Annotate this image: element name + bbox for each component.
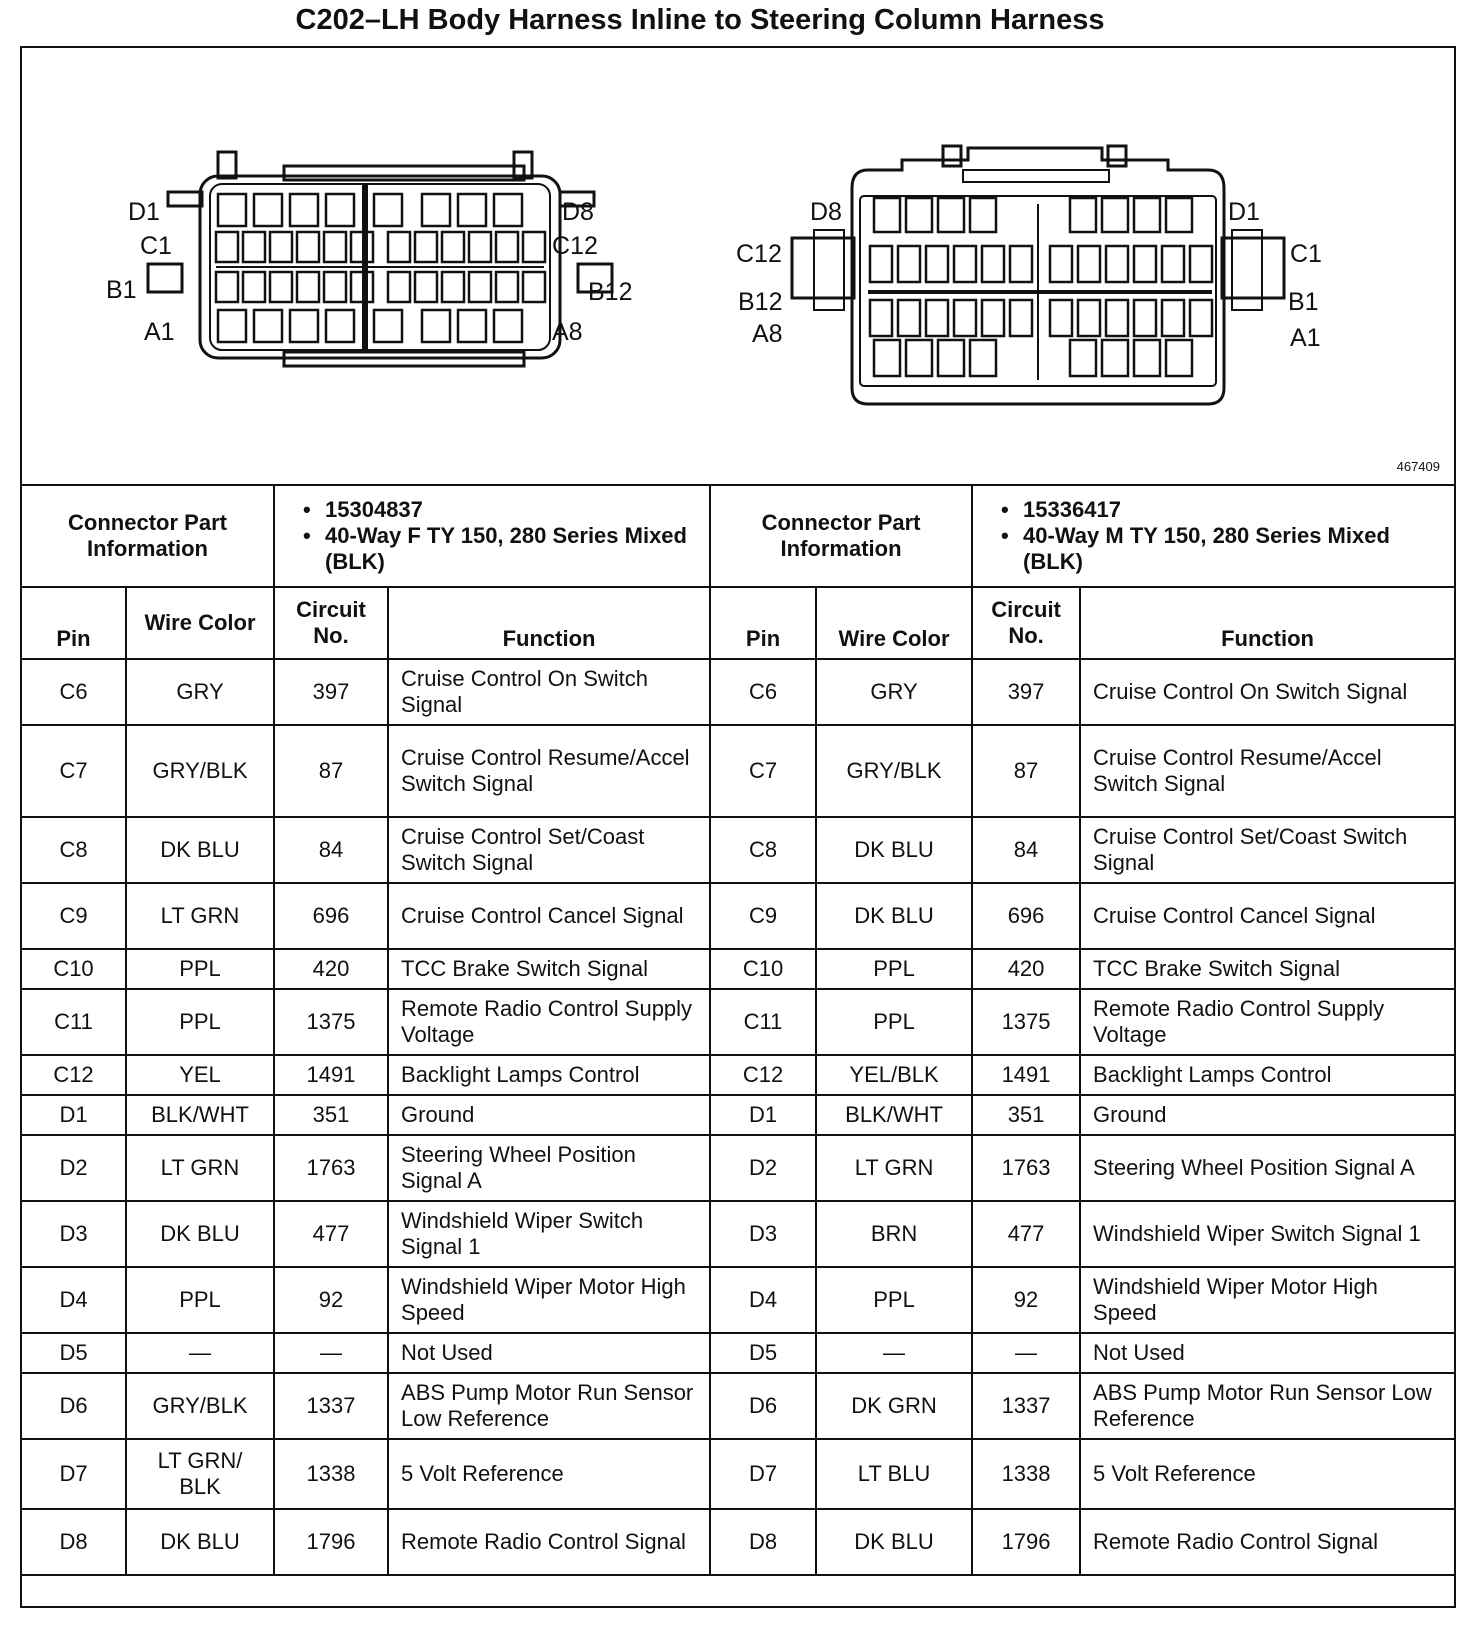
cavity xyxy=(523,232,545,262)
table-row xyxy=(22,949,1454,989)
cavity xyxy=(938,198,964,232)
cavity xyxy=(898,246,920,282)
table-row xyxy=(22,1439,1454,1509)
cavity xyxy=(1050,300,1072,336)
cavity xyxy=(374,310,402,342)
table-row xyxy=(22,989,1454,1055)
cavity xyxy=(324,272,346,302)
right-circuit-cell: 1796 xyxy=(972,1509,1080,1575)
right-function-cell: ABS Pump Motor Run Sensor Low Reference xyxy=(1080,1373,1454,1439)
right-pin-cell: C12 xyxy=(710,1055,816,1095)
left-circuit-cell: 87 xyxy=(274,725,388,817)
left-wire-color-header: Wire Color xyxy=(126,587,274,659)
left-pin-label-a1: A1 xyxy=(144,318,175,346)
right-circuit-cell: 1491 xyxy=(972,1055,1080,1095)
right-function-cell: Not Used xyxy=(1080,1333,1454,1373)
cavity xyxy=(326,194,354,226)
table-row xyxy=(22,1055,1454,1095)
left-pin-cell: C8 xyxy=(22,817,126,883)
right-wire-color-cell: DK BLU xyxy=(816,1509,972,1575)
right-wire-color-cell: GRY/BLK xyxy=(816,725,972,817)
cavity xyxy=(1070,198,1096,232)
cavity xyxy=(270,232,292,262)
cavity xyxy=(870,300,892,336)
cavity xyxy=(458,194,486,226)
cavity xyxy=(415,272,437,302)
cavity xyxy=(243,272,265,302)
cavity xyxy=(1134,198,1160,232)
left-wire-color-cell: PPL xyxy=(126,949,274,989)
cavity xyxy=(1162,246,1184,282)
right-circuit-cell: 351 xyxy=(972,1095,1080,1135)
cavity xyxy=(442,232,464,262)
cavity xyxy=(954,300,976,336)
left-connector-drawing xyxy=(148,152,612,366)
right-function-cell: Cruise Control Cancel Signal xyxy=(1080,883,1454,949)
table-row xyxy=(22,1135,1454,1201)
cavity xyxy=(1106,300,1128,336)
left-pin-cell: D7 xyxy=(22,1439,126,1509)
right-circuit-cell: 1338 xyxy=(972,1439,1080,1509)
cavity xyxy=(297,232,319,262)
left-function-cell: 5 Volt Reference xyxy=(388,1439,710,1509)
right-pin-cell: D2 xyxy=(710,1135,816,1201)
cavity xyxy=(216,272,238,302)
left-function-cell: Cruise Control Set/Coast Switch Signal xyxy=(388,817,710,883)
left-circuit-cell: — xyxy=(274,1333,388,1373)
right-pin-cell: D6 xyxy=(710,1373,816,1439)
right-wire-color-cell: BLK/WHT xyxy=(816,1095,972,1135)
right-wire-color-cell: YEL/BLK xyxy=(816,1055,972,1095)
left-pin-cell: D5 xyxy=(22,1333,126,1373)
cavity xyxy=(1078,246,1100,282)
left-wire-color-cell: LT GRN/ BLK xyxy=(126,1439,274,1509)
cavity xyxy=(326,310,354,342)
left-pin-cell: D2 xyxy=(22,1135,126,1201)
left-function-cell: Steering Wheel Position Signal A xyxy=(388,1135,710,1201)
cavity xyxy=(254,194,282,226)
left-function-cell: Backlight Lamps Control xyxy=(388,1055,710,1095)
right-connector-part-info xyxy=(972,485,1454,587)
right-function-cell: Cruise Control Resume/Accel Switch Signal xyxy=(1080,725,1454,817)
left-pin-cell: D3 xyxy=(22,1201,126,1267)
cavity xyxy=(270,272,292,302)
right-circuit-cell: 477 xyxy=(972,1201,1080,1267)
left-pin-cell: D8 xyxy=(22,1509,126,1575)
pinout-table-body xyxy=(22,659,1454,1575)
right-pin-cell: C8 xyxy=(710,817,816,883)
cavity xyxy=(469,232,491,262)
right-function-cell: Windshield Wiper Switch Signal 1 xyxy=(1080,1201,1454,1267)
left-pin-cell: D6 xyxy=(22,1373,126,1439)
left-circuit-cell: 420 xyxy=(274,949,388,989)
left-connector-description: • 40-Way F TY 150, 280 Series Mixed (BLK) xyxy=(303,523,699,575)
right-function-cell: Backlight Lamps Control xyxy=(1080,1055,1454,1095)
cavity xyxy=(290,310,318,342)
right-function-cell: Windshield Wiper Motor High Speed xyxy=(1080,1267,1454,1333)
cavity xyxy=(442,272,464,302)
cavity xyxy=(874,198,900,232)
left-pin-cell: D1 xyxy=(22,1095,126,1135)
right-wire-color-cell: LT BLU xyxy=(816,1439,972,1509)
cavity xyxy=(523,272,545,302)
cavity xyxy=(218,310,246,342)
right-pin-cell: C7 xyxy=(710,725,816,817)
cavity xyxy=(388,232,410,262)
right-connector-description: • 40-Way M TY 150, 280 Series Mixed (BLK) xyxy=(1001,523,1444,575)
connector-diagram-area xyxy=(22,48,1454,486)
connector-info-row xyxy=(22,485,1454,587)
column-header-row xyxy=(22,587,1454,659)
table-row xyxy=(22,659,1454,725)
left-function-cell: TCC Brake Switch Signal xyxy=(388,949,710,989)
left-wire-color-cell: GRY/BLK xyxy=(126,725,274,817)
left-function-cell: Remote Radio Control Supply Voltage xyxy=(388,989,710,1055)
cavity xyxy=(415,232,437,262)
right-wire-color-header: Wire Color xyxy=(816,587,972,659)
right-connector-drawing xyxy=(792,146,1284,404)
right-pin-cell: D5 xyxy=(710,1333,816,1373)
left-wire-color-cell: GRY/BLK xyxy=(126,1373,274,1439)
left-circuit-cell: 1796 xyxy=(274,1509,388,1575)
right-circuit-cell: — xyxy=(972,1333,1080,1373)
right-pin-label-c12: C12 xyxy=(736,240,782,268)
right-function-cell: Remote Radio Control Supply Voltage xyxy=(1080,989,1454,1055)
cavity xyxy=(422,310,450,342)
cavity xyxy=(870,246,892,282)
cavity xyxy=(243,232,265,262)
cavity xyxy=(388,272,410,302)
left-pin-label-c1: C1 xyxy=(140,232,172,260)
right-pin-label-d8: D8 xyxy=(810,198,842,226)
right-function-cell: TCC Brake Switch Signal xyxy=(1080,949,1454,989)
right-circuit-cell: 87 xyxy=(972,725,1080,817)
cavity xyxy=(1134,246,1156,282)
left-function-cell: Windshield Wiper Switch Signal 1 xyxy=(388,1201,710,1267)
right-circuit-cell: 420 xyxy=(972,949,1080,989)
right-wire-color-cell: PPL xyxy=(816,1267,972,1333)
cavity xyxy=(374,194,402,226)
right-function-cell: 5 Volt Reference xyxy=(1080,1439,1454,1509)
cavity xyxy=(494,310,522,342)
cavity xyxy=(1050,246,1072,282)
left-function-cell: Cruise Control Resume/Accel Switch Signal xyxy=(388,725,710,817)
left-circuit-header: Circuit No. xyxy=(274,587,388,659)
right-circuit-header: Circuit No. xyxy=(972,587,1080,659)
cavity xyxy=(982,246,1004,282)
right-circuit-cell: 696 xyxy=(972,883,1080,949)
page-title: C202–LH Body Harness Inline to Steering Column Harness xyxy=(295,4,1105,36)
right-pin-cell: C6 xyxy=(710,659,816,725)
cavity xyxy=(906,340,932,376)
right-wire-color-cell: — xyxy=(816,1333,972,1373)
right-pin-label-d1: D1 xyxy=(1228,198,1260,226)
cavity xyxy=(1102,340,1128,376)
left-wire-color-cell: LT GRN xyxy=(126,883,274,949)
table-row xyxy=(22,1201,1454,1267)
left-wire-color-cell: — xyxy=(126,1333,274,1373)
cavity xyxy=(1010,246,1032,282)
connector-document-frame xyxy=(20,46,1456,1608)
cavity xyxy=(1010,300,1032,336)
right-pin-header: Pin xyxy=(710,587,816,659)
right-wire-color-cell: PPL xyxy=(816,949,972,989)
cavity xyxy=(1078,300,1100,336)
left-pin-label-b1: B1 xyxy=(106,276,137,304)
cavity xyxy=(1134,300,1156,336)
table-row xyxy=(22,1267,1454,1333)
cavity xyxy=(954,246,976,282)
cavity xyxy=(494,194,522,226)
cavity xyxy=(297,272,319,302)
cavity xyxy=(496,232,518,262)
cavity xyxy=(906,198,932,232)
cavity xyxy=(970,198,996,232)
left-pin-cell: C10 xyxy=(22,949,126,989)
cavity xyxy=(1106,246,1128,282)
table-row xyxy=(22,817,1454,883)
left-wire-color-cell: DK BLU xyxy=(126,1509,274,1575)
left-pin-label-d8: D8 xyxy=(562,198,594,226)
right-pin-cell: D4 xyxy=(710,1267,816,1333)
right-pin-cell: C10 xyxy=(710,949,816,989)
figure-number: 467409 xyxy=(1396,459,1440,474)
right-pin-label-b12: B12 xyxy=(738,288,783,316)
table-row xyxy=(22,1095,1454,1135)
cavity xyxy=(1070,340,1096,376)
right-pin-label-a8: A8 xyxy=(752,320,783,348)
left-circuit-cell: 84 xyxy=(274,817,388,883)
right-wire-color-cell: PPL xyxy=(816,989,972,1055)
right-function-cell: Steering Wheel Position Signal A xyxy=(1080,1135,1454,1201)
left-function-cell: Cruise Control On Switch Signal xyxy=(388,659,710,725)
left-pin-label-b12: B12 xyxy=(588,278,633,306)
left-connector-part-info xyxy=(274,485,710,587)
left-circuit-cell: 696 xyxy=(274,883,388,949)
right-circuit-cell: 1337 xyxy=(972,1373,1080,1439)
cavity xyxy=(496,272,518,302)
right-circuit-cell: 1763 xyxy=(972,1135,1080,1201)
right-circuit-cell: 92 xyxy=(972,1267,1080,1333)
left-function-cell: Remote Radio Control Signal xyxy=(388,1509,710,1575)
left-part-number: • 15304837 xyxy=(303,497,699,523)
table-row xyxy=(22,1373,1454,1439)
right-function-cell: Ground xyxy=(1080,1095,1454,1135)
right-pin-label-c1: C1 xyxy=(1290,240,1322,268)
pinout-table xyxy=(22,484,1454,1576)
left-pin-cell: C11 xyxy=(22,989,126,1055)
left-circuit-cell: 1763 xyxy=(274,1135,388,1201)
right-wire-color-cell: GRY xyxy=(816,659,972,725)
left-circuit-cell: 1491 xyxy=(274,1055,388,1095)
connector-diagrams xyxy=(22,48,1454,484)
cavity xyxy=(926,246,948,282)
right-circuit-cell: 397 xyxy=(972,659,1080,725)
cavity xyxy=(1162,300,1184,336)
cavity xyxy=(970,340,996,376)
cavity xyxy=(1190,246,1212,282)
cavity xyxy=(1102,198,1128,232)
right-wire-color-cell: DK BLU xyxy=(816,883,972,949)
left-circuit-cell: 397 xyxy=(274,659,388,725)
left-circuit-cell: 1338 xyxy=(274,1439,388,1509)
cavity xyxy=(218,194,246,226)
left-function-header: Function xyxy=(388,587,710,659)
right-pin-cell: D8 xyxy=(710,1509,816,1575)
left-function-cell: Windshield Wiper Motor High Speed xyxy=(388,1267,710,1333)
left-circuit-cell: 92 xyxy=(274,1267,388,1333)
cavity xyxy=(216,232,238,262)
cavity xyxy=(938,340,964,376)
cavity xyxy=(422,194,450,226)
cavity xyxy=(1166,340,1192,376)
cavity xyxy=(1166,198,1192,232)
left-circuit-cell: 1375 xyxy=(274,989,388,1055)
left-wire-color-cell: LT GRN xyxy=(126,1135,274,1201)
left-pin-cell: C6 xyxy=(22,659,126,725)
cavity xyxy=(324,232,346,262)
right-wire-color-cell: LT GRN xyxy=(816,1135,972,1201)
cavity xyxy=(290,194,318,226)
left-wire-color-cell: DK BLU xyxy=(126,1201,274,1267)
cavity xyxy=(469,272,491,302)
table-row xyxy=(22,725,1454,817)
right-pin-cell: C9 xyxy=(710,883,816,949)
left-pin-label-c12: C12 xyxy=(552,232,598,260)
right-pin-cell: D7 xyxy=(710,1439,816,1509)
right-function-cell: Cruise Control On Switch Signal xyxy=(1080,659,1454,725)
cavity xyxy=(874,340,900,376)
left-pin-cell: C7 xyxy=(22,725,126,817)
table-row xyxy=(22,1333,1454,1373)
right-part-number: • 15336417 xyxy=(1001,497,1444,523)
right-function-header: Function xyxy=(1080,587,1454,659)
right-connector-info-label: Connector Part Information xyxy=(710,485,972,587)
cavity xyxy=(1190,300,1212,336)
cavity xyxy=(254,310,282,342)
right-pin-label-a1: A1 xyxy=(1290,324,1321,352)
cavity xyxy=(458,310,486,342)
left-function-cell: Ground xyxy=(388,1095,710,1135)
left-wire-color-cell: PPL xyxy=(126,989,274,1055)
left-function-cell: ABS Pump Motor Run Sensor Low Reference xyxy=(388,1373,710,1439)
right-circuit-cell: 84 xyxy=(972,817,1080,883)
table-row xyxy=(22,1509,1454,1575)
left-connector-info-label: Connector Part Information xyxy=(22,485,274,587)
cavity xyxy=(926,300,948,336)
left-pin-label-a8: A8 xyxy=(552,318,583,346)
right-pin-cell: D3 xyxy=(710,1201,816,1267)
left-pin-label-d1: D1 xyxy=(128,198,160,226)
left-circuit-cell: 351 xyxy=(274,1095,388,1135)
right-wire-color-cell: DK GRN xyxy=(816,1373,972,1439)
cavity xyxy=(1134,340,1160,376)
table-row xyxy=(22,883,1454,949)
right-circuit-cell: 1375 xyxy=(972,989,1080,1055)
left-circuit-cell: 477 xyxy=(274,1201,388,1267)
right-function-cell: Cruise Control Set/Coast Switch Signal xyxy=(1080,817,1454,883)
left-pin-cell: C9 xyxy=(22,883,126,949)
left-wire-color-cell: DK BLU xyxy=(126,817,274,883)
right-pin-label-b1: B1 xyxy=(1288,288,1319,316)
right-pin-cell: C11 xyxy=(710,989,816,1055)
left-pin-cell: C12 xyxy=(22,1055,126,1095)
left-wire-color-cell: YEL xyxy=(126,1055,274,1095)
right-wire-color-cell: BRN xyxy=(816,1201,972,1267)
right-pin-cell: D1 xyxy=(710,1095,816,1135)
left-function-cell: Cruise Control Cancel Signal xyxy=(388,883,710,949)
left-pin-header: Pin xyxy=(22,587,126,659)
left-circuit-cell: 1337 xyxy=(274,1373,388,1439)
left-wire-color-cell: PPL xyxy=(126,1267,274,1333)
cavity xyxy=(982,300,1004,336)
left-function-cell: Not Used xyxy=(388,1333,710,1373)
left-pin-cell: D4 xyxy=(22,1267,126,1333)
cavity xyxy=(898,300,920,336)
left-wire-color-cell: BLK/WHT xyxy=(126,1095,274,1135)
right-wire-color-cell: DK BLU xyxy=(816,817,972,883)
right-function-cell: Remote Radio Control Signal xyxy=(1080,1509,1454,1575)
left-wire-color-cell: GRY xyxy=(126,659,274,725)
